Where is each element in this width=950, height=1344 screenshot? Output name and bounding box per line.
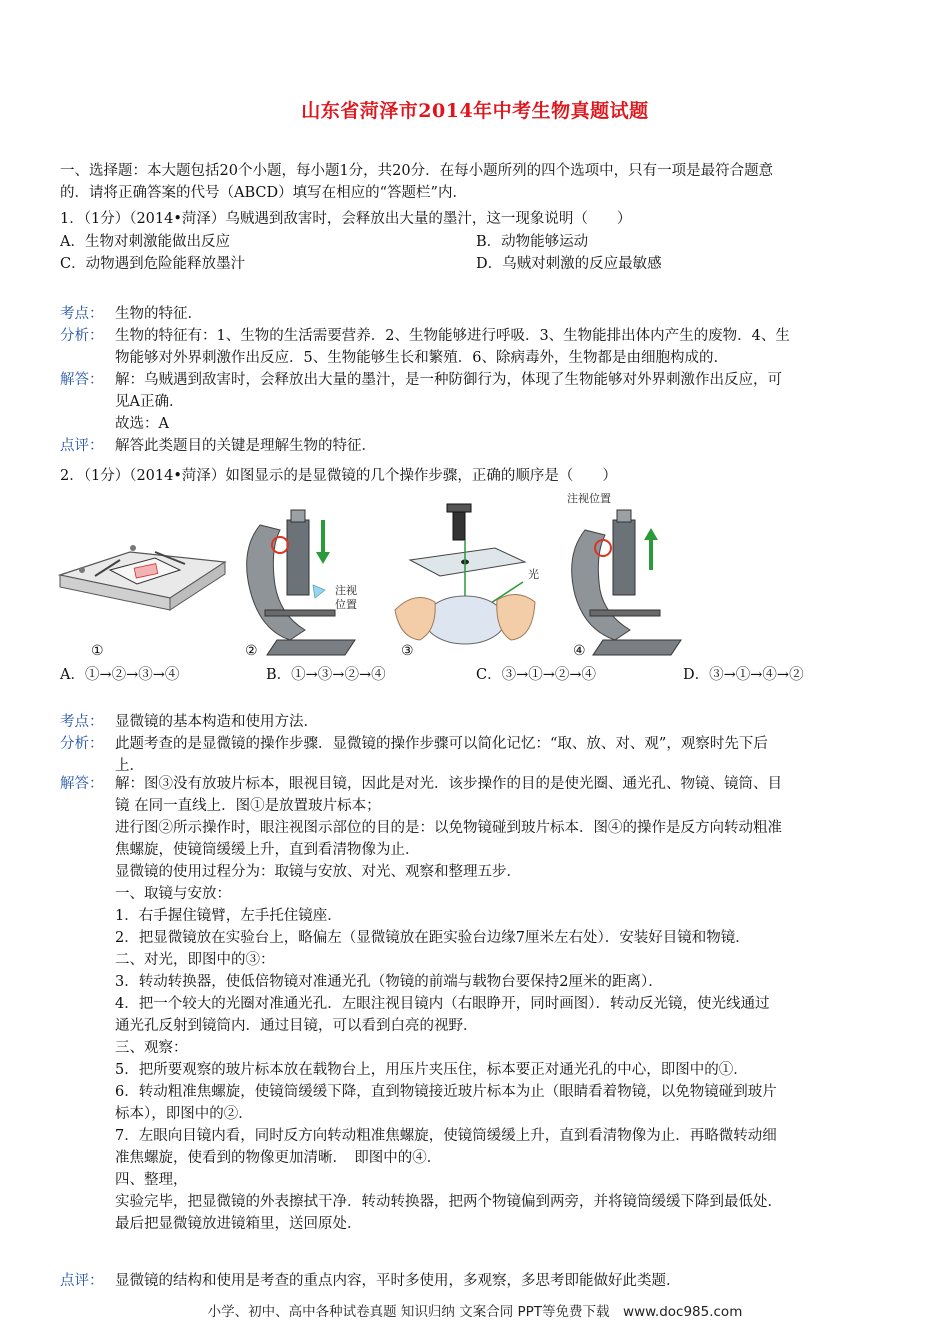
q2-dianping: 显微镜的结构和使用是考查的重点内容，平时多使用，多观察，多思考即能做好此类题．	[115, 1273, 681, 1289]
q1-option-b: B．动物能够运动	[476, 234, 589, 250]
figure-number-2: ②	[245, 643, 258, 659]
q1-fenxi-line-1: 生物的特征有：1、生物的生活需要营养．2、生物能够进行呼吸．3、生物能排出体内产生的废物．4、生	[115, 328, 790, 344]
q2-jieda-line-15: 6．转动粗准焦螺旋，使镜筒缓缓下降，直到物镜接近玻片标本为止（眼睛看着物镜，以免物镜碰到玻片	[115, 1084, 777, 1100]
section-intro-line-2: 的．请将正确答案的代号（ABCD）填写在相应的“答题栏”内．	[60, 185, 467, 201]
q2-option-a: A．①→②→③→④	[60, 667, 180, 683]
q1-kaodian: 生物的特征．	[115, 306, 202, 322]
q1-option-a: A．生物对刺激能做出反应	[60, 234, 230, 250]
q2-jieda-line-2: 镜 在同一直线上．图①是放置玻片标本；	[115, 798, 381, 814]
figure-2-weizhi-label: 位置	[335, 598, 357, 611]
q1-dianping: 解答此类题目的关键是理解生物的特征．	[115, 438, 376, 454]
page-title: 山东省菏泽市2014年中考生物真题试题	[301, 100, 649, 122]
q2-jieda-line-11: 4．把一个较大的光圈对准通光孔．左眼注视目镜内（右眼睁开，同时画图）．转动反光镜，使光线通过	[115, 996, 770, 1012]
q2-jieda-line-19: 四、整理，	[115, 1172, 188, 1188]
q1-option-d: D．乌贼对刺激的反应最敏感	[476, 256, 662, 272]
figure-3-adjusting-light	[395, 504, 539, 644]
q2-dianping-label: 点评：	[60, 1273, 104, 1289]
q2-jieda-line-1: 解：图③没有放玻片标本，眼视目镜，因此是对光．该步操作的目的是使光圈、通光孔、物镜、镜筒、目	[115, 776, 782, 792]
q2-jieda-line-3: 进行图②所示操作时，眼注视图示部位的目的是：以免物镜碰到玻片标本．图④的操作是反方向转动粗准	[115, 820, 782, 836]
figure-4-zhushiweizhi-label: 注视位置	[567, 492, 611, 505]
q1-jieda-line-2: 见A正确．	[115, 394, 184, 410]
q2-kaodian-label: 考点：	[60, 714, 104, 730]
q1-jieda-label: 解答：	[60, 372, 104, 388]
figure-4-raising-tube	[567, 492, 681, 655]
q2-jieda-line-17: 7．左眼向目镜内看，同时反方向转动粗准焦螺旋，使镜筒缓缓上升，直到看清物像为止．再略微转动细	[115, 1128, 777, 1144]
q1-kaodian-label: 考点：	[60, 306, 104, 322]
q1-fenxi-label: 分析：	[60, 328, 104, 344]
q1-fenxi-line-2: 物能够对外界刺激作出反应．5、生物能够生长和繁殖．6、除病毒外，生物都是由细胞构成的．	[115, 350, 728, 366]
q2-fenxi-line-1: 此题考查的是显微镜的操作步骤．显微镜的操作步骤可以简化记忆：“取、放、对、观”，观察时先下后	[115, 736, 768, 752]
microscope-steps-figure	[55, 490, 855, 660]
q2-jieda-line-5: 显微镜的使用过程分为：取镜与安放、对光、观察和整理五步．	[115, 864, 521, 880]
page-footer: 小学、初中、高中各种试卷真题 知识归纳 文案合同 PPT等免费下载 www.doc985.com	[207, 1304, 743, 1320]
figure-3-guang-label: 光	[528, 568, 539, 581]
q2-fenxi-line-2: 上．	[115, 758, 144, 774]
figure-number-3: ③	[401, 643, 414, 659]
q1-option-c: C．动物遇到危险能释放墨汁	[60, 256, 246, 272]
figure-1-slide-placement	[60, 545, 225, 610]
section-intro-line-1: 一、选择题：本大题包括20个小题，每小题1分，共20分．在每小题所列的四个选项中，只有一项是最符合题意	[60, 163, 774, 179]
q1-jieda-line-1: 解：乌贼遇到敌害时，会释放出大量的墨汁，是一种防御行为，体现了生物能够对外界刺激作出反应，可	[115, 372, 782, 388]
q2-option-d: D．③→①→④→②	[683, 667, 804, 683]
q2-jieda-line-14: 5．把所要观察的玻片标本放在载物台上，用压片夹压住，标本要正对通光孔的中心，即图中的①．	[115, 1062, 748, 1078]
figure-number-4: ④	[573, 643, 586, 659]
q2-option-c: C．③→①→②→④	[476, 667, 597, 683]
q2-jieda-line-7: 1．右手握住镜臂，左手托住镜座．	[115, 908, 342, 924]
figure-number-1: ①	[91, 643, 104, 659]
q2-jieda-line-18: 准焦螺旋，使看到的物像更加清晰． 即图中的④．	[115, 1150, 442, 1166]
figure-2-lowering-tube	[247, 510, 357, 655]
q1-stem: 1．（1分）（2014•菏泽）乌贼遇到敌害时，会释放出大量的墨汁，这一现象说明（ ）	[60, 211, 632, 227]
q2-jieda-line-12: 通光孔反射到镜筒内．通过目镜，可以看到白亮的视野．	[115, 1018, 478, 1034]
q2-jieda-line-9: 二、对光，即图中的③：	[115, 952, 275, 968]
q2-option-b: B．①→③→②→④	[266, 667, 386, 683]
q1-jieda-line-3: 故选：A	[115, 416, 169, 432]
q2-jieda-line-4: 焦螺旋，使镜筒缓缓上升，直到看清物像为止．	[115, 842, 420, 858]
q2-jieda-line-13: 三、观察：	[115, 1040, 188, 1056]
q2-jieda-label: 解答：	[60, 776, 104, 792]
q2-jieda-line-20: 实验完毕，把显微镜的外表擦拭干净．转动转换器，把两个物镜偏到两旁，并将镜筒缓缓下降到最低处．	[115, 1194, 782, 1210]
q2-jieda-line-10: 3．转动转换器，使低倍物镜对准通光孔（物镜的前端与载物台要保持2厘米的距离）．	[115, 974, 663, 990]
q2-fenxi-label: 分析：	[60, 736, 104, 752]
q2-jieda-line-16: 标本），即图中的②．	[115, 1106, 253, 1122]
figure-2-zhushi-label: 注视	[335, 584, 357, 597]
q2-jieda-line-6: 一、取镜与安放：	[115, 886, 231, 902]
q2-stem: 2．（1分）（2014•菏泽）如图显示的是显微镜的几个操作步骤，正确的顺序是（ ）	[60, 468, 617, 484]
q2-jieda-line-21: 最后把显微镜放进镜箱里，送回原处．	[115, 1216, 362, 1232]
q1-dianping-label: 点评：	[60, 438, 104, 454]
q2-kaodian: 显微镜的基本构造和使用方法．	[115, 714, 318, 730]
q2-jieda-line-8: 2．把显微镜放在实验台上，略偏左（显微镜放在距实验台边缘7厘米左右处）．安装好目镜和物镜．	[115, 930, 750, 946]
